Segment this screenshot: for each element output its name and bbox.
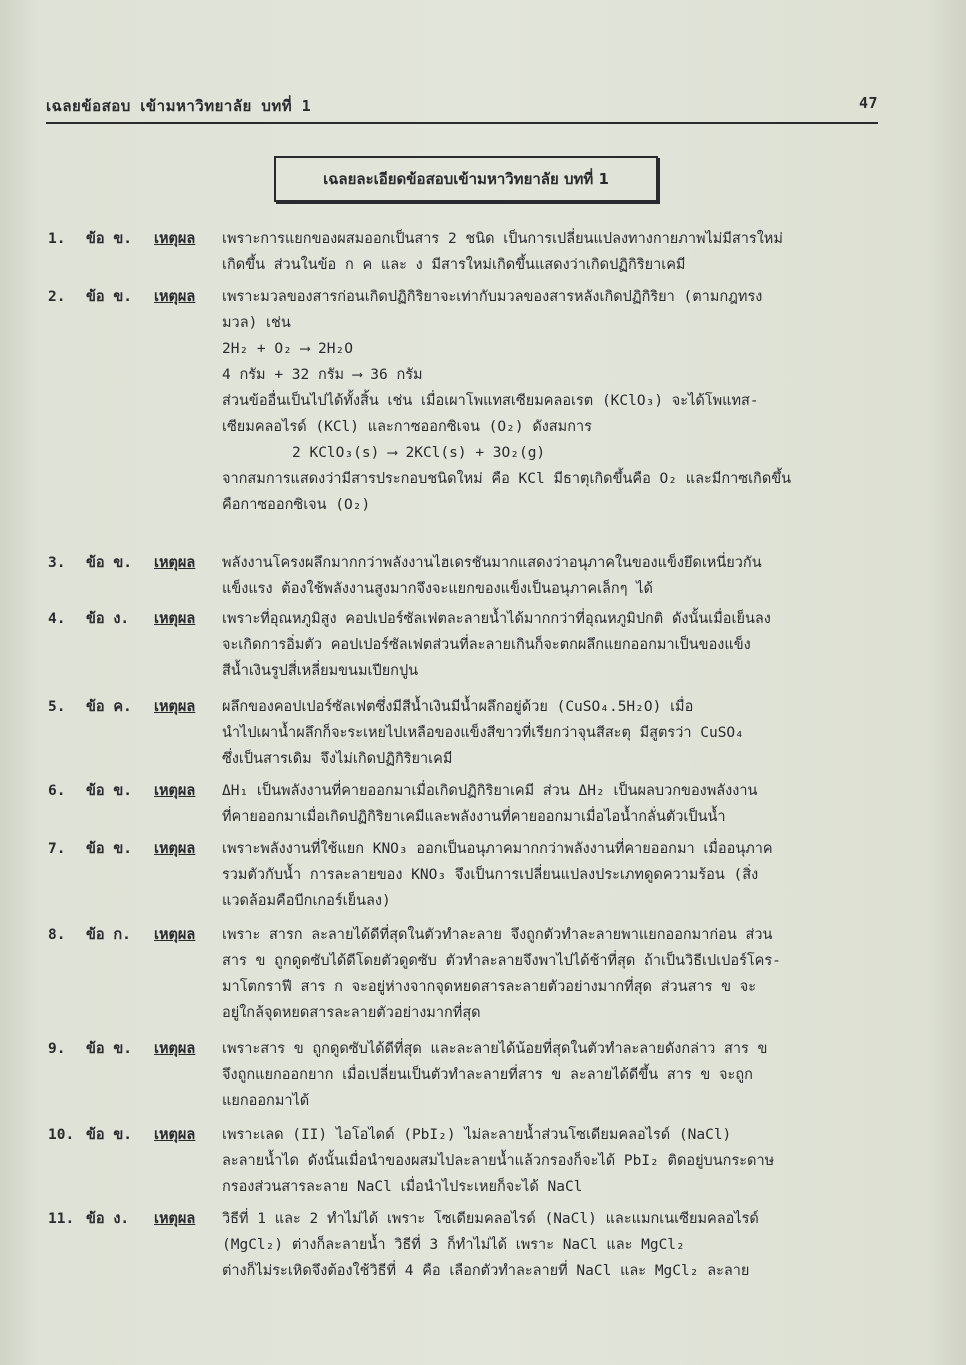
reason-label: เหตุผล bbox=[154, 927, 196, 943]
explanation-line: นำไปเผาน้ำผลึกก็จะระเหยไปเหลือของแข็งสีขาวที่เรียกว่าจุนสีสะตุ มีสูตรว่า CuSO₄ bbox=[222, 725, 744, 741]
answer-number: 6. bbox=[48, 783, 66, 799]
answer-choice: ข้อ ข. bbox=[86, 555, 132, 571]
explanation-line: ΔH₁ เป็นพลังงานที่คายออกมาเมื่อเกิดปฏิกิริยาเคมี ส่วน ΔH₂ เป็นผลบวกของพลังงาน bbox=[222, 783, 758, 799]
explanation-line: ผลึกของคอปเปอร์ซัลเฟตซึ่งมีสีน้ำเงินมีน้ำผลึกอยู่ด้วย (CuSO₄.5H₂O) เมื่อ bbox=[222, 699, 694, 715]
answer-choice: ข้อ ค. bbox=[86, 699, 132, 715]
answer-explanation bbox=[222, 836, 882, 914]
reason-label: เหตุผล bbox=[154, 555, 196, 571]
reason-label: เหตุผล bbox=[154, 1041, 196, 1057]
reason-label: เหตุผล bbox=[154, 231, 196, 247]
running-title: เฉลยข้อสอบ เข้ามหาวิทยาลัย บทที่ 1 bbox=[46, 97, 312, 115]
answer-choice: ข้อ ข. bbox=[86, 231, 132, 247]
explanation-line: มวล) เช่น bbox=[222, 315, 291, 331]
reason-label: เหตุผล bbox=[154, 1127, 196, 1143]
explanation-line: เพราะเลด (II) ไอโอไดด์ (PbI₂) ไม่ละลายน้ำส่วนโซเดียมคลอไรด์ (NaCl) bbox=[222, 1127, 732, 1143]
answer-explanation bbox=[222, 1122, 882, 1200]
explanation-line: เพราะมวลของสารก่อนเกิดปฏิกิริยาจะเท่ากับมวลของสารหลังเกิดปฏิกิริยา (ตามกฎทรง bbox=[222, 289, 763, 305]
reason-label: เหตุผล bbox=[154, 783, 196, 799]
explanation-line: เพราะสาร ข ถูกดูดซับได้ดีที่สุด และละลายได้น้อยที่สุดในตัวทำละลายดังกล่าว สาร ข bbox=[222, 1041, 768, 1057]
answer-explanation bbox=[222, 1206, 882, 1284]
explanation-line: อยู่ใกล้จุดหยดสารละลายตัวอย่างมากที่สุด bbox=[222, 1005, 481, 1021]
explanation-line: ส่วนข้ออื่นเป็นไปได้ทั้งสิ้น เช่น เมื่อเผาโพแทสเซียมคลอเรต (KClO₃) จะได้โพแทส- bbox=[222, 393, 759, 409]
answer-number: 11. bbox=[48, 1211, 75, 1227]
explanation-line: จึงถูกแยกออกยาก เมื่อเปลี่ยนเป็นตัวทำละลายที่สาร ข ละลายได้ดีขึ้น สาร ข จะถูก bbox=[222, 1067, 753, 1083]
answer-number: 3. bbox=[48, 555, 66, 571]
reason-label: เหตุผล bbox=[154, 699, 196, 715]
answer-number: 1. bbox=[48, 231, 66, 247]
answer-number: 4. bbox=[48, 611, 66, 627]
explanation-line: เกิดขึ้น ส่วนในข้อ ก ค และ ง มีสารใหม่เกิดขึ้นแสดงว่าเกิดปฏิกิริยาเคมี bbox=[222, 257, 686, 273]
answer-choice: ข้อ ข. bbox=[86, 289, 132, 305]
answer-choice: ข้อ ข. bbox=[86, 783, 132, 799]
explanation-line: จากสมการแสดงว่ามีสารประกอบชนิดใหม่ คือ KCl มีธาตุเกิดขึ้นคือ O₂ และมีกาซเกิดขึ้น bbox=[222, 471, 792, 487]
reason-label: เหตุผล bbox=[154, 841, 196, 857]
explanation-line: แวดล้อมคือบีกเกอร์เย็นลง) bbox=[222, 893, 391, 909]
explanation-line: เซียมคลอไรด์ (KCl) และกาซออกซิเจน (O₂) ดังสมการ bbox=[222, 419, 592, 435]
explanation-line: แยกออกมาได้ bbox=[222, 1093, 310, 1109]
explanation-line: จะเกิดการอิ่มตัว คอปเปอร์ซัลเฟตส่วนที่ละลายเกินก็จะตกผลึกแยกออกมาเป็นของแข็ง bbox=[222, 637, 751, 653]
explanation-line: วิธีที่ 1 และ 2 ทำไม่ได้ เพราะ โซเดียมคลอไรด์ (NaCl) และแมกเนเซียมคลอไรด์ bbox=[222, 1211, 759, 1227]
answer-number: 9. bbox=[48, 1041, 66, 1057]
explanation-line: 2 KClO₃(s) ⟶ 2KCl(s) + 3O₂(g) bbox=[292, 445, 546, 461]
answer-number: 8. bbox=[48, 927, 66, 943]
answer-explanation bbox=[222, 550, 882, 602]
reason-label: เหตุผล bbox=[154, 611, 196, 627]
reason-label: เหตุผล bbox=[154, 289, 196, 305]
explanation-line: แข็งแรง ต้องใช้พลังงานสูงมากจึงจะแยกของแข็งเป็นอนุภาคเล็กๆ ได้ bbox=[222, 581, 653, 597]
reason-label: เหตุผล bbox=[154, 1211, 196, 1227]
answer-number: 7. bbox=[48, 841, 66, 857]
explanation-line: ต่างก็ไม่ระเหิดจึงต้องใช้วิธีที่ 4 คือ เลือกตัวทำละลายที่ NaCl และ MgCl₂ ละลาย bbox=[222, 1263, 750, 1279]
explanation-line: พลังงานโครงผลึกมากกว่าพลังงานไฮเดรชันมากแสดงว่าอนุภาคในของแข็งยึดเหนี่ยวกัน bbox=[222, 555, 762, 571]
answer-explanation bbox=[222, 226, 882, 278]
answer-number: 2. bbox=[48, 289, 66, 305]
answer-choice: ข้อ ข. bbox=[86, 1041, 132, 1057]
explanation-line: ซึ่งเป็นสารเดิม จึงไม่เกิดปฏิกิริยาเคมี bbox=[222, 751, 453, 767]
answer-explanation bbox=[222, 778, 882, 830]
explanation-line: ที่คายออกมาเมื่อเกิดปฏิกิริยาเคมีและพลังงานที่คายออกมาเมื่อไอน้ำกลั่นตัวเป็นน้ำ bbox=[222, 809, 726, 825]
answer-choice: ข้อ ง. bbox=[86, 611, 130, 627]
explanation-line: เพราะที่อุณหภูมิสูง คอปเปอร์ซัลเฟตละลายน้ำได้มากกว่าที่อุณหภูมิปกติ ดังนั้นเมื่อเย็นลง bbox=[222, 611, 771, 627]
answer-explanation bbox=[222, 922, 882, 1026]
answer-explanation bbox=[222, 1036, 882, 1114]
answer-number: 5. bbox=[48, 699, 66, 715]
answer-number: 10. bbox=[48, 1127, 75, 1143]
explanation-line: คือกาซออกซิเจน (O₂) bbox=[222, 497, 371, 513]
answer-choice: ข้อ ง. bbox=[86, 1211, 130, 1227]
explanation-line: (MgCl₂) ต่างก็ละลายน้ำ วิธีที่ 3 ก็ทำไม่ได้ เพราะ NaCl และ MgCl₂ bbox=[222, 1237, 685, 1253]
answer-choice: ข้อ ข. bbox=[86, 1127, 132, 1143]
page-header bbox=[46, 94, 878, 124]
answer-explanation bbox=[222, 694, 882, 772]
page-number: 47 bbox=[858, 94, 878, 112]
explanation-line: สาร ข ถูกดูดซับได้ดีโดยตัวดูดซับ ตัวทำละลายจึงพาไปได้ช้าที่สุด ถ้าเป็นวิธีเปเปอร์โคร- bbox=[222, 953, 781, 969]
answer-explanation bbox=[222, 284, 882, 518]
explanation-line: เพราะ สารก ละลายได้ดีที่สุดในตัวทำละลาย จึงถูกตัวทำละลายพาแยกออกมาก่อน ส่วน bbox=[222, 927, 773, 943]
explanation-line: รวมตัวกับน้ำ การละลายของ KNO₃ จึงเป็นการเปลี่ยนแปลงประเภทดูดความร้อน (สิ่ง bbox=[222, 867, 759, 883]
explanation-line: ละลายน้ำได ดังนั้นเมื่อนำของผสมไปละลายน้ำแล้วกรองก็จะได้ PbI₂ ติดอยู่บนกระดาษ bbox=[222, 1153, 775, 1169]
explanation-line: มาโตกราฟี สาร ก จะอยู่ห่างจากจุดหยดสารละลายตัวอย่างมากที่สุด ส่วนสาร ข จะ bbox=[222, 979, 757, 995]
explanation-line: กรองส่วนสารละลาย NaCl เมื่อนำไประเหยก็จะได้ NaCl bbox=[222, 1179, 583, 1195]
answer-choice: ข้อ ก. bbox=[86, 927, 131, 943]
answer-choice: ข้อ ข. bbox=[86, 841, 132, 857]
explanation-line: 4 กรัม + 32 กรัม ⟶ 36 กรัม bbox=[222, 367, 423, 383]
explanation-line: เพราะพลังงานที่ใช้แยก KNO₃ ออกเป็นอนุภาคมากกว่าพลังงานที่คายออกมา เมื่ออนุภาค bbox=[222, 841, 773, 857]
answer-explanation bbox=[222, 606, 882, 684]
section-title: เฉลยละเอียดข้อสอบเข้ามหาวิทยาลัย บทที่ 1 bbox=[274, 156, 658, 202]
explanation-line: สีน้ำเงินรูปสี่เหลี่ยมขนมเปียกปูน bbox=[222, 663, 419, 679]
explanation-line: 2H₂ + O₂ ⟶ 2H₂O bbox=[222, 341, 353, 357]
explanation-line: เพราะการแยกของผสมออกเป็นสาร 2 ชนิด เป็นการเปลี่ยนแปลงทางกายภาพไม่มีสารใหม่ bbox=[222, 231, 783, 247]
